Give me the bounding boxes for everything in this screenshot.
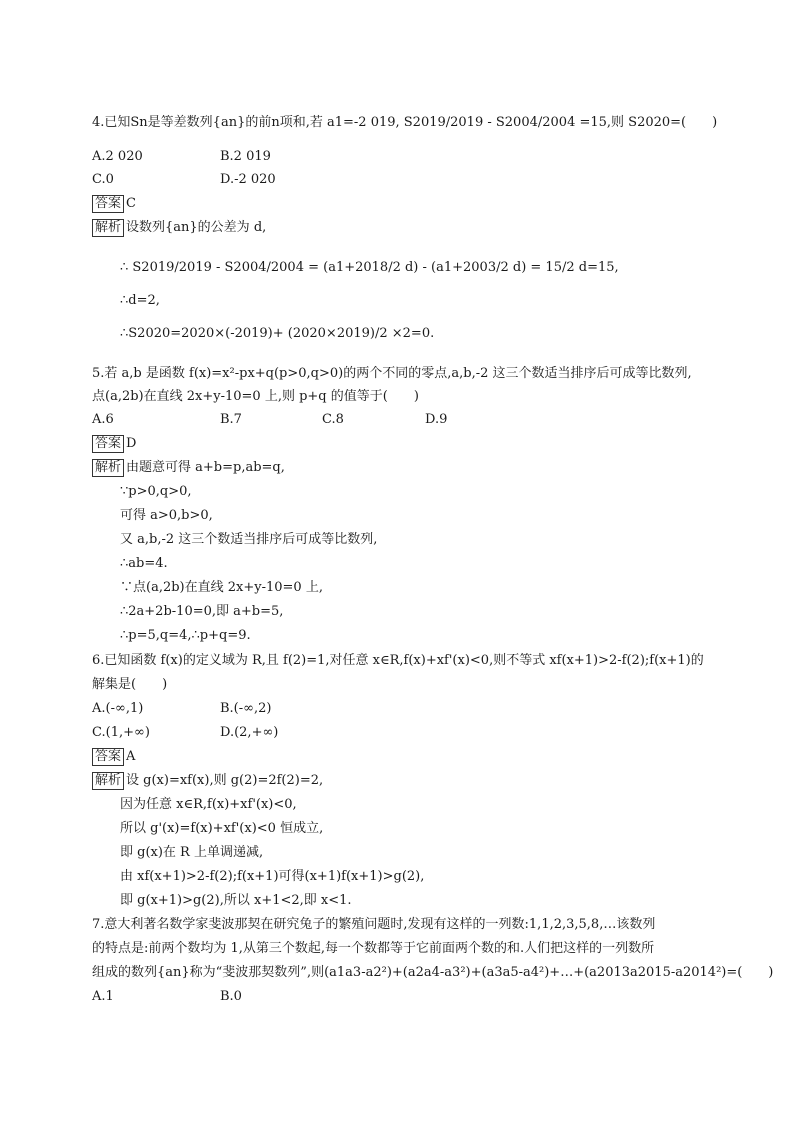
answer-tag: 答案 bbox=[92, 195, 124, 213]
q5-analysis-line-1: 由题意可得 a+b=p,ab=q, bbox=[126, 460, 285, 475]
q7-option-b: B.0 bbox=[220, 989, 242, 1004]
q5-analysis-line-2: ∵p>0,q>0, bbox=[120, 484, 192, 499]
q5-analysis-line-3: 可得 a>0,b>0, bbox=[120, 508, 213, 523]
analysis-tag: 解析 bbox=[92, 772, 124, 790]
q4-option-b: B.2 019 bbox=[220, 149, 271, 164]
q6-option-a: A.(-∞,1) bbox=[92, 701, 144, 716]
answer-tag: 答案 bbox=[92, 748, 124, 766]
q5-option-a: A.6 bbox=[92, 412, 114, 427]
q6-answer-row bbox=[92, 748, 135, 766]
q6-stem-line-1: 6.已知函数 f(x)的定义域为 R,且 f(2)=1,对任意 x∈R,f(x)+xf'(x)<0,则不等式 xf(x+1)>2-f(2);f(x+1)的 bbox=[92, 653, 704, 668]
q5-analysis-line-8: ∴p=5,q=4,∴p+q=9. bbox=[120, 628, 251, 643]
q7-stem-line-2: 的特点是:前两个数均为 1,从第三个数起,每一个数都等于它前面两个数的和.人们把这样的一列数所 bbox=[92, 941, 655, 956]
q5-analysis-line-6: ∵点(a,2b)在直线 2x+y-10=0 上, bbox=[120, 580, 323, 595]
analysis-tag: 解析 bbox=[92, 219, 124, 237]
q5-option-b: B.7 bbox=[220, 412, 242, 427]
q7-stem-line-3: 组成的数列{an}称为“斐波那契数列”,则(a1a3-a2²)+(a2a4-a3²)+(a3a5-a4²)+…+(a2013a2015-a2014²)=( ) bbox=[92, 965, 774, 980]
q6-analysis-row bbox=[92, 772, 323, 790]
q5-answer: D bbox=[126, 436, 137, 451]
q4-answer-row bbox=[92, 195, 136, 213]
q6-option-c: C.(1,+∞) bbox=[92, 725, 150, 740]
q4-option-a: A.2 020 bbox=[92, 149, 143, 164]
q4-analysis-line-2: ∴ S2019/2019 - S2004/2004 = (a1+2018/2 d) - (a1+2003/2 d) = 15/2 d=15, bbox=[120, 260, 619, 275]
q5-answer-row bbox=[92, 435, 136, 453]
q4-analysis-line-4: ∴S2020=2020×(-2019)+ (2020×2019)/2 ×2=0. bbox=[120, 326, 435, 341]
analysis-tag: 解析 bbox=[92, 459, 124, 477]
q4-analysis-row bbox=[92, 219, 266, 237]
q6-stem-line-2: 解集是( ) bbox=[92, 677, 168, 692]
q4-option-d: D.-2 020 bbox=[220, 172, 276, 187]
q4-answer: C bbox=[126, 196, 136, 211]
q5-option-c: C.8 bbox=[322, 412, 344, 427]
q5-stem-line-2: 点(a,2b)在直线 2x+y-10=0 上,则 p+q 的值等于( ) bbox=[92, 389, 419, 404]
q5-analysis-line-4: 又 a,b,-2 这三个数适当排序后可成等比数列, bbox=[120, 532, 378, 547]
q4-analysis-line-3: ∴d=2, bbox=[120, 293, 160, 308]
q6-answer: A bbox=[126, 749, 136, 764]
q4-analysis-line-1: 设数列{an}的公差为 d, bbox=[126, 220, 267, 235]
q6-analysis-line-5: 由 xf(x+1)>2-f(2);f(x+1)可得(x+1)f(x+1)>g(2), bbox=[120, 869, 425, 884]
q4-option-c: C.0 bbox=[92, 172, 114, 187]
q7-option-a: A.1 bbox=[92, 989, 114, 1004]
q5-analysis-line-5: ∴ab=4. bbox=[120, 556, 168, 571]
q6-option-d: D.(2,+∞) bbox=[220, 725, 279, 740]
q4-stem: 4.已知Sn是等差数列{an}的前n项和,若 a1=-2 019, S2019/2019 - S2004/2004 =15,则 S2020=( ) bbox=[92, 115, 718, 130]
q6-analysis-line-4: 即 g(x)在 R 上单调递减, bbox=[120, 845, 264, 860]
q5-stem-line-1: 5.若 a,b 是函数 f(x)=x²-px+q(p>0,q>0)的两个不同的零点,a,b,-2 这三个数适当排序后可成等比数列, bbox=[92, 366, 692, 381]
q5-analysis-line-7: ∴2a+2b-10=0,即 a+b=5, bbox=[120, 604, 284, 619]
q6-analysis-line-2: 因为任意 x∈R,f(x)+xf'(x)<0, bbox=[120, 797, 297, 812]
q7-stem-line-1: 7.意大利著名数学家斐波那契在研究兔子的繁殖问题时,发现有这样的一列数:1,1,2,3,5,8,…该数列 bbox=[92, 917, 656, 932]
answer-tag: 答案 bbox=[92, 435, 124, 453]
q6-analysis-line-3: 所以 g'(x)=f(x)+xf'(x)<0 恒成立, bbox=[120, 821, 324, 836]
q6-analysis-line-1: 设 g(x)=xf(x),则 g(2)=2f(2)=2, bbox=[126, 773, 324, 788]
q5-analysis-row bbox=[92, 459, 285, 477]
q6-analysis-line-6: 即 g(x+1)>g(2),所以 x+1<2,即 x<1. bbox=[120, 893, 352, 908]
q5-option-d: D.9 bbox=[425, 412, 448, 427]
q6-option-b: B.(-∞,2) bbox=[220, 701, 272, 716]
